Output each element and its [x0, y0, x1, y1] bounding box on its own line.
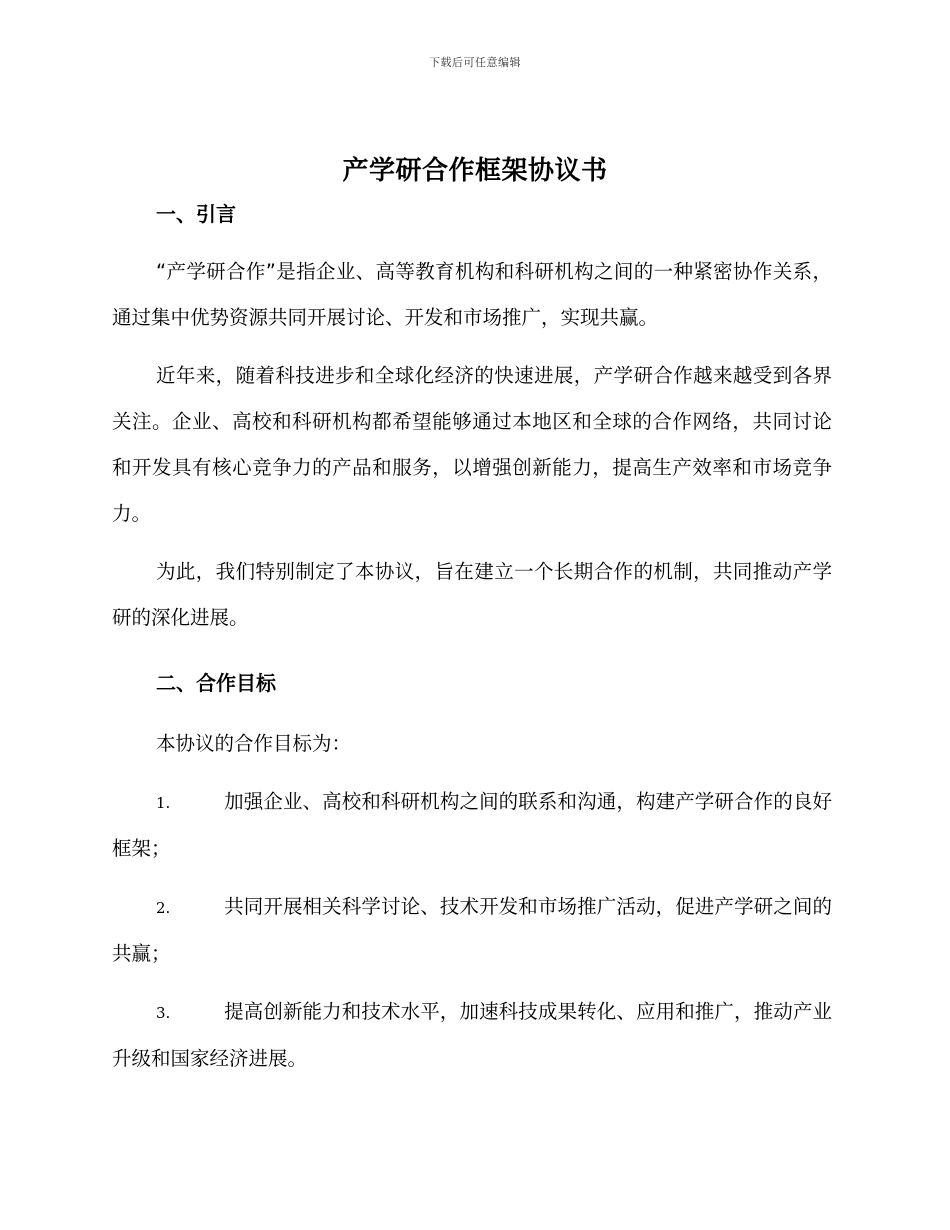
list-item: [112, 779, 832, 872]
paragraph: “产学研合作”是指企业、高等教育机构和科研机构之间的一种紧密协作关系，通过集中优势资源共同开展讨论、开发和市场推广，实现共赢。: [112, 260, 832, 329]
list-item: [112, 884, 832, 977]
list-item-text: 提高创新能力和技术水平，加速科技成果转化、应用和推广，推动产业升级和国家经济进展。: [112, 1000, 832, 1070]
section-heading-goals: 二、合作目标: [156, 671, 276, 695]
list-item: [112, 989, 832, 1082]
document-body: [112, 198, 832, 1094]
list-number: 1.: [156, 794, 171, 812]
paragraph: 为此，我们特别制定了本协议，旨在建立一个长期合作的机制，共同推动产学研的深化进展。: [112, 560, 832, 629]
section-heading-introduction: 一、引言: [156, 202, 236, 226]
goals-intro: 本协议的合作目标为：: [156, 732, 352, 755]
paragraph: 近年来，随着科技进步和全球化经济的快速进展，产学研合作越来越受到各界关注。企业、高校和科研机构都希望能够通过本地区和全球的合作网络，共同讨论和开发具有核心竞争力的产品和服务，以增强创新能力，提高生产效率和市场竞争力。: [112, 364, 832, 525]
page-title: 产学研合作框架协议书: [342, 156, 608, 186]
header-note: 下载后可任意编辑: [429, 56, 521, 69]
list-item-text: 加强企业、高校和科研机构之间的联系和沟通，构建产学研合作的良好框架；: [112, 790, 832, 860]
list-number: 2.: [156, 899, 171, 917]
list-item-text: 共同开展相关科学讨论、技术开发和市场推广活动，促进产学研之间的共赢；: [112, 895, 832, 965]
list-number: 3.: [156, 1004, 171, 1022]
